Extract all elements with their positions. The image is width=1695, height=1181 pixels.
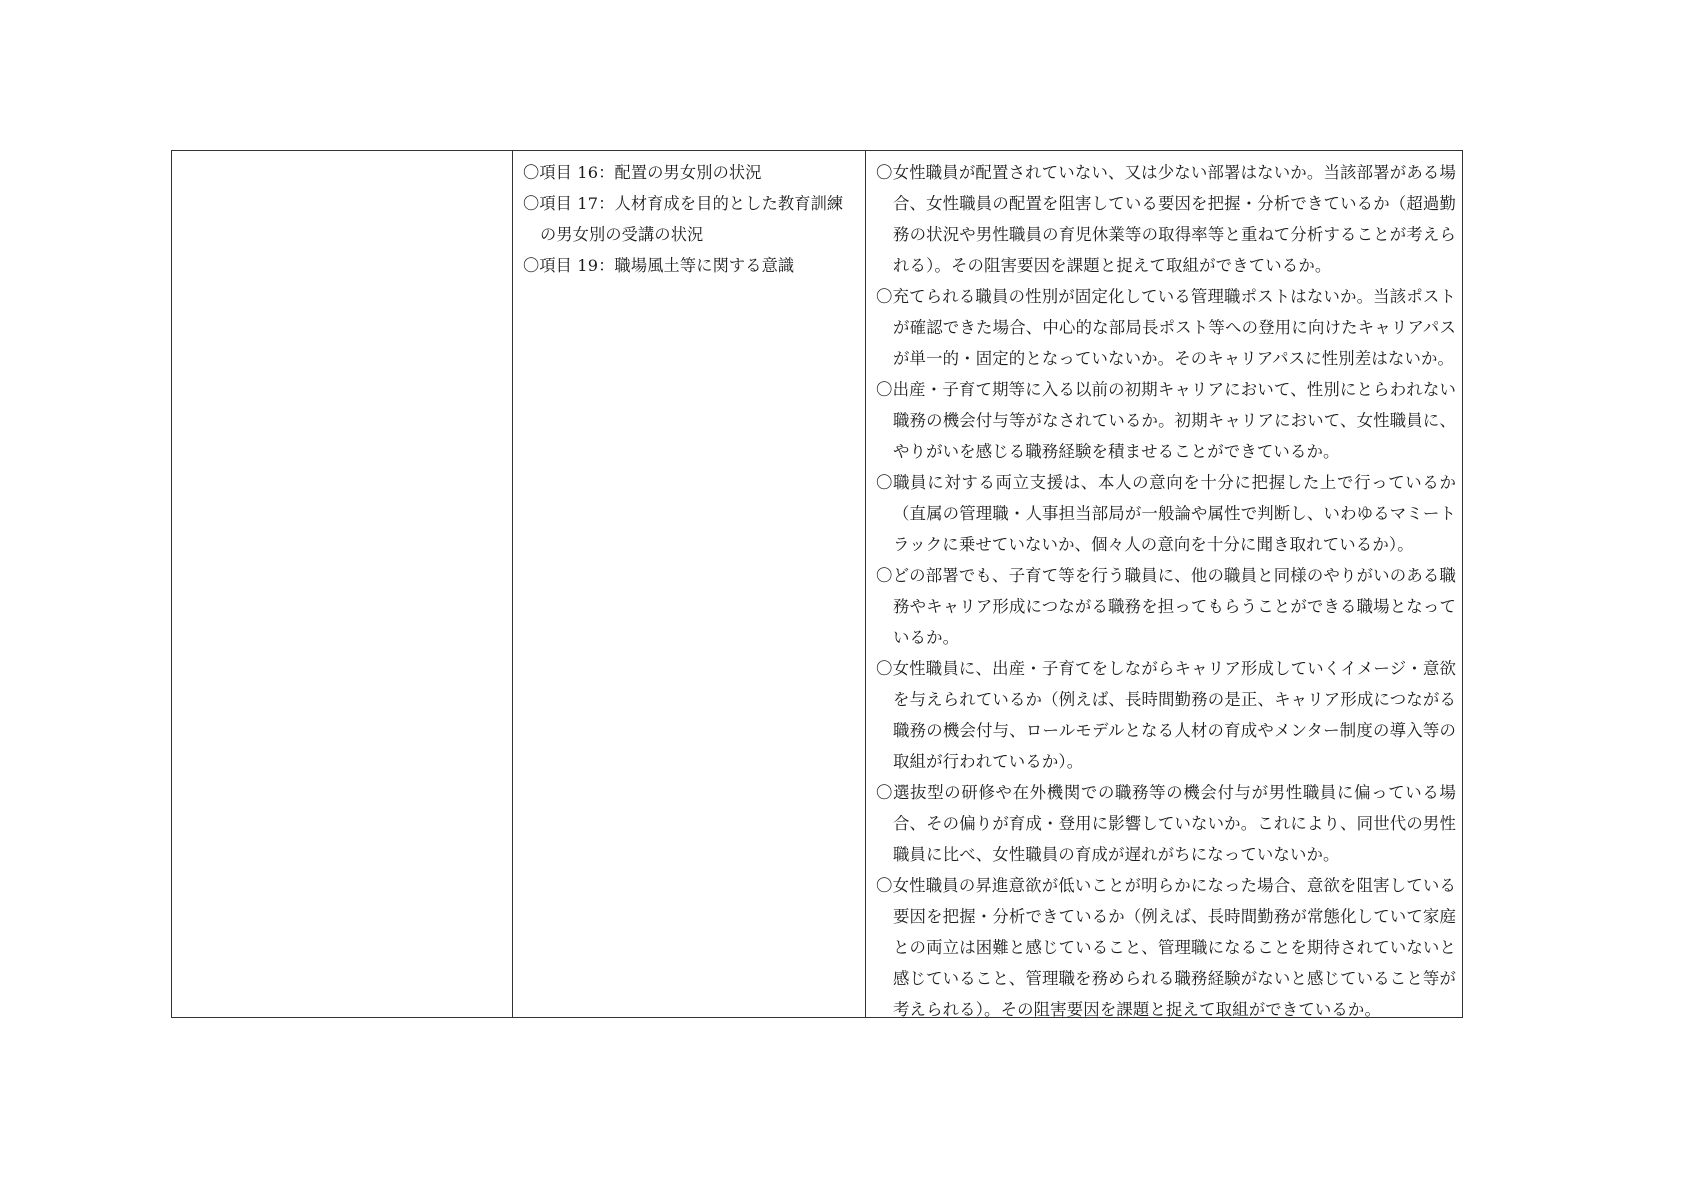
table-cell-checkpoints — [866, 151, 1462, 1017]
list-item: 〇職員に対する両立支援は、本人の意向を十分に把握した上で行っているか（直属の管理職・人事担当部局が一般論や属性で判断し、いわゆるマミートラックに乗せていないか、個々人の意向を十分に聞き取れているか）。 — [876, 473, 1456, 554]
list-item: 〇選抜型の研修や在外機関での職務等の機会付与が男性職員に偏っている場合、その偏りが育成・登用に影響していないか。これにより、同世代の男性職員に比べ、女性職員の育成が遅れがちになっていないか。 — [876, 783, 1456, 864]
list-item: 〇項目 19：職場風土等に関する意識 — [523, 256, 795, 275]
table-cell-category — [172, 151, 513, 1017]
list-item: 〇女性職員に、出産・子育てをしながらキャリア形成していくイメージ・意欲を与えられているか（例えば、長時間勤務の是正、キャリア形成につながる職務の機会付与、ロールモデルとなる人材の育成やメンター制度の導入等の取組が行われているか）。 — [876, 659, 1456, 771]
list-item: 〇女性職員が配置されていない、又は少ない部署はないか。当該部署がある場合、女性職員の配置を阻害している要因を把握・分析できているか（超過勤務の状況や男性職員の育児休業等の取得率等と重ねて分析することが考えられる）。その阻害要因を課題と捉えて取組ができているか。 — [876, 163, 1456, 275]
list-item: 〇どの部署でも、子育て等を行う職員に、他の職員と同様のやりがいのある職務やキャリア形成につながる職務を担ってもらうことができる職場となっているか。 — [876, 566, 1456, 647]
list-item: 〇女性職員の昇進意欲が低いことが明らかになった場合、意欲を阻害している要因を把握・分析できているか（例えば、長時間勤務が常態化していて家庭との両立は困難と感じていること、管理職になることを期待されていないと感じていること、管理職を務められる職務経験がないと感じていること等が考えられる）。その阻害要因を課題と捉えて取組ができているか。 — [876, 876, 1456, 1017]
list-item: 〇充てられる職員の性別が固定化している管理職ポストはないか。当該ポストが確認できた場合、中心的な部局長ポスト等への登用に向けたキャリアパスが単一的・固定的となっていないか。そのキャリアパスに性別差はないか。 — [876, 287, 1456, 368]
list-item: 〇項目 16：配置の男女別の状況 — [523, 163, 762, 182]
evaluation-table — [171, 150, 1463, 1018]
table-cell-reference-items — [513, 151, 866, 1017]
list-item: 〇項目 17：人材育成を目的とした教育訓練の男女別の受講の状況 — [523, 194, 844, 244]
list-item: 〇出産・子育て期等に入る以前の初期キャリアにおいて、性別にとらわれない職務の機会付与等がなされているか。初期キャリアにおいて、女性職員に、やりがいを感じる職務経験を積ませることができているか。 — [876, 380, 1456, 461]
